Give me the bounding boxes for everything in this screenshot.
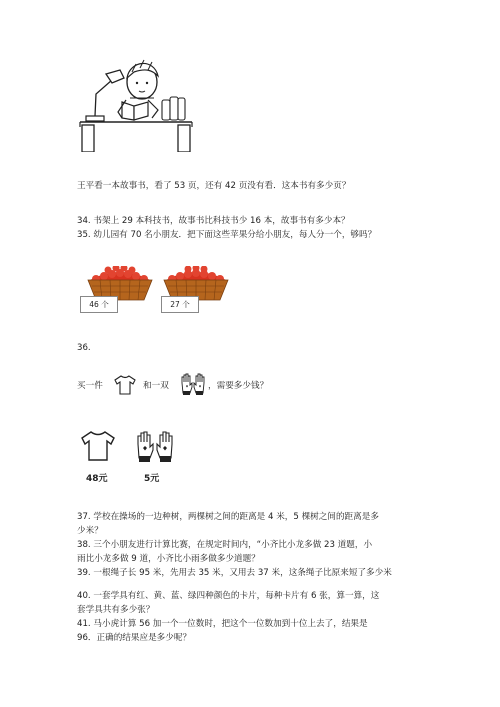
gloves-icon xyxy=(180,373,206,397)
basket-1-count: 46 个 xyxy=(89,300,109,309)
question-34: 34. 书架上 29 本科技书，故事书比科技书少 16 本，故事书有多少本？ xyxy=(77,216,350,226)
question-40-line1: 40. 一套学具有红、黄、蓝、绿四种颜色的卡片，每种卡片有 6 张，算一算，这 xyxy=(77,591,380,601)
question-37-line2: 少米？ xyxy=(77,526,103,536)
basket-1-label-box xyxy=(80,296,118,313)
question-41-line1: 41. 马小虎计算 56 加一个一位数时，把这个一位数加到十位上去了，结果是 xyxy=(77,619,368,629)
buy-line-part2: 和一双 xyxy=(143,381,169,391)
gloves-large-icon xyxy=(135,430,175,464)
question-36-number: 36. xyxy=(77,343,91,353)
buy-line-part3: ，需要多少钱？ xyxy=(208,381,269,391)
question-39: 39. 一根绳子长 95 米，先用去 35 米，又用去 37 米，这条绳子比原来短了多少米 xyxy=(77,568,392,578)
reading-boy-illustration xyxy=(74,52,198,152)
basket-2-label-box xyxy=(161,296,199,313)
question-41-line2: 96．正确的结果应是多少呢？ xyxy=(77,633,192,643)
basket-2-count: 27 个 xyxy=(170,300,190,309)
shirt-price: 48元 xyxy=(86,474,108,484)
story-book-question: 王平看一本故事书，看了 53 页，还有 42 页没有看．这本书有多少页？ xyxy=(77,181,351,191)
question-40-line2: 套学具共有多少张？ xyxy=(77,605,155,615)
question-38-line2: 雨比小龙多做 9 道，小齐比小雨多做多少道题？ xyxy=(77,554,260,564)
gloves-price: 5元 xyxy=(144,474,160,484)
question-38-line1: 38. 三个小朋友进行计算比赛，在规定时间内，“小齐比小龙多做 23 道题，小 xyxy=(77,540,373,550)
shirt-large-icon xyxy=(80,430,116,462)
buy-line-part1: 买一件 xyxy=(77,381,103,391)
shirt-icon xyxy=(114,375,136,395)
question-35: 35. 幼儿园有 70 名小朋友．把下面这些苹果分给小朋友，每人分一个，够吗？ xyxy=(77,230,377,240)
question-37-line1: 37. 学校在操场的一边种树，两棵树之间的距离是 4 米，5 棵树之间的距离是多 xyxy=(77,512,379,522)
